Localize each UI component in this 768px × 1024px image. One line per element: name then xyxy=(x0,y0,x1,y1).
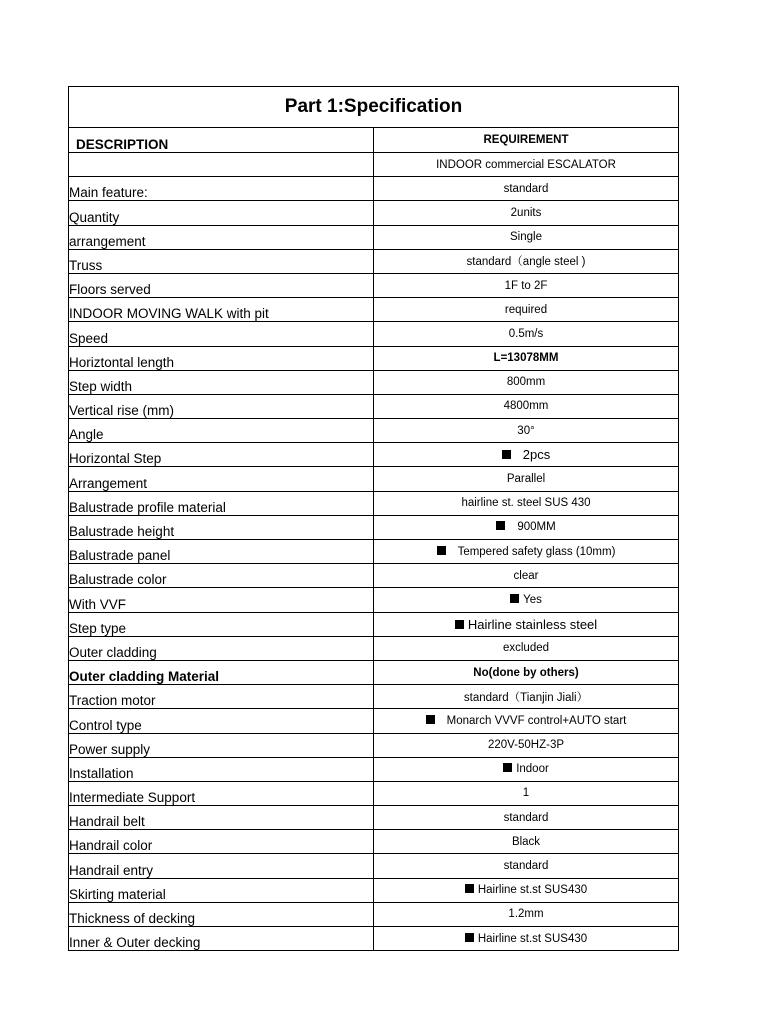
table-row xyxy=(69,346,679,370)
requirement-value: 2pcs xyxy=(522,447,551,463)
requirement-value: 800mm xyxy=(506,376,546,389)
row-requirement xyxy=(374,830,679,854)
row-requirement xyxy=(374,781,679,805)
row-description: Arrangement xyxy=(69,467,374,491)
requirement-value: Yes xyxy=(523,593,542,606)
row-description: Horizontal Step xyxy=(69,443,374,467)
row-description: Balustrade panel xyxy=(69,540,374,564)
column-header-requirement: REQUIREMENT xyxy=(374,128,679,153)
column-header-description: DESCRIPTION xyxy=(69,128,374,153)
row-requirement xyxy=(374,806,679,830)
requirement-value: standard（Tianjin Jiali） xyxy=(463,691,589,704)
requirement-value: 1F to 2F xyxy=(504,279,548,292)
table-row xyxy=(69,927,679,951)
table-row xyxy=(69,153,679,177)
black-square-icon xyxy=(465,884,474,893)
table-row xyxy=(69,612,679,636)
row-requirement xyxy=(374,564,679,588)
row-requirement xyxy=(374,346,679,370)
requirement-value: Hairline stainless steel xyxy=(467,616,598,632)
requirement-value: required xyxy=(504,303,548,316)
row-description: Power supply xyxy=(69,733,374,757)
table-row xyxy=(69,201,679,225)
requirement-value: 2units xyxy=(510,206,542,219)
black-square-icon xyxy=(502,450,511,459)
table-row xyxy=(69,322,679,346)
row-description: Truss xyxy=(69,249,374,273)
row-description: Balustrade height xyxy=(69,515,374,539)
table-row xyxy=(69,781,679,805)
table-row xyxy=(69,467,679,491)
black-square-icon xyxy=(437,546,446,555)
row-description: Handrail entry xyxy=(69,854,374,878)
row-description: Installation xyxy=(69,757,374,781)
row-requirement xyxy=(374,878,679,902)
row-requirement xyxy=(374,467,679,491)
table-row xyxy=(69,177,679,201)
page-title: Part 1:Specification xyxy=(69,87,679,128)
row-description: arrangement xyxy=(69,225,374,249)
row-requirement xyxy=(374,153,679,177)
row-description: Balustrade color xyxy=(69,564,374,588)
requirement-value: Monarch VVVF control+AUTO start xyxy=(446,714,627,727)
row-description: Quantity xyxy=(69,201,374,225)
table-row xyxy=(69,806,679,830)
requirement-value: 1 xyxy=(522,787,530,800)
table-row xyxy=(69,564,679,588)
row-requirement xyxy=(374,419,679,443)
table-row xyxy=(69,298,679,322)
row-description: Intermediate Support xyxy=(69,781,374,805)
requirement-value: Tempered safety glass (10mm) xyxy=(457,545,616,558)
row-requirement xyxy=(374,660,679,684)
table-row xyxy=(69,540,679,564)
black-square-icon xyxy=(455,620,464,629)
table-row xyxy=(69,830,679,854)
row-description: Vertical rise (mm) xyxy=(69,394,374,418)
row-requirement xyxy=(374,515,679,539)
requirement-value: standard xyxy=(503,182,549,195)
row-description: Balustrade profile material xyxy=(69,491,374,515)
requirement-value: Hairline st.st SUS430 xyxy=(477,932,588,945)
row-description: Angle xyxy=(69,419,374,443)
row-description: Handrail color xyxy=(69,830,374,854)
row-description: With VVF xyxy=(69,588,374,612)
row-requirement xyxy=(374,273,679,297)
row-requirement xyxy=(374,588,679,612)
row-description: Handrail belt xyxy=(69,806,374,830)
black-square-icon xyxy=(503,763,512,772)
row-requirement xyxy=(374,225,679,249)
table-row xyxy=(69,733,679,757)
table-row xyxy=(69,588,679,612)
table-row xyxy=(69,491,679,515)
requirement-value: 4800mm xyxy=(503,400,549,413)
table-row xyxy=(69,878,679,902)
requirement-value: excluded xyxy=(502,642,550,655)
requirement-value: Black xyxy=(511,835,541,848)
table-row xyxy=(69,757,679,781)
black-square-icon xyxy=(496,521,505,530)
row-description: INDOOR MOVING WALK with pit xyxy=(69,298,374,322)
requirement-value: 1.2mm xyxy=(508,908,544,921)
row-requirement xyxy=(374,394,679,418)
requirement-value: 30° xyxy=(517,424,535,437)
row-description: Thickness of decking xyxy=(69,902,374,926)
row-requirement xyxy=(374,927,679,951)
table-row xyxy=(69,370,679,394)
black-square-icon xyxy=(426,715,435,724)
table-row xyxy=(69,854,679,878)
table-row xyxy=(69,515,679,539)
requirement-value: L=13078MM xyxy=(493,352,559,365)
table-row xyxy=(69,419,679,443)
row-description: Main feature: xyxy=(69,177,374,201)
row-description: Step type xyxy=(69,612,374,636)
requirement-value: 0.5m/s xyxy=(508,327,544,340)
requirement-value: standard xyxy=(503,811,549,824)
title-row xyxy=(69,87,679,128)
row-requirement xyxy=(374,249,679,273)
requirement-value: Indoor xyxy=(516,763,549,776)
row-requirement xyxy=(374,322,679,346)
row-requirement xyxy=(374,757,679,781)
requirement-value: Single xyxy=(510,231,542,244)
table-row xyxy=(69,709,679,733)
row-requirement xyxy=(374,491,679,515)
row-requirement xyxy=(374,733,679,757)
requirement-value: hairline st. steel SUS 430 xyxy=(461,497,591,510)
table-row xyxy=(69,660,679,684)
row-requirement xyxy=(374,685,679,709)
black-square-icon xyxy=(465,933,474,942)
requirement-value: standard xyxy=(503,860,549,873)
requirement-value: standard（angle steel ) xyxy=(466,256,586,269)
requirement-value: 900MM xyxy=(517,521,556,534)
row-requirement xyxy=(374,612,679,636)
row-requirement xyxy=(374,201,679,225)
row-description: Outer cladding Material xyxy=(69,660,374,684)
specification-table xyxy=(68,86,679,951)
row-description xyxy=(69,153,374,177)
row-description: Skirting material xyxy=(69,878,374,902)
row-requirement xyxy=(374,177,679,201)
row-description: Outer cladding xyxy=(69,636,374,660)
row-requirement xyxy=(374,902,679,926)
row-description: Speed xyxy=(69,322,374,346)
black-square-icon xyxy=(510,594,519,603)
header-row xyxy=(69,128,679,153)
requirement-value: INDOOR commercial ESCALATOR xyxy=(436,158,616,171)
requirement-value: Hairline st.st SUS430 xyxy=(477,884,588,897)
table-row xyxy=(69,249,679,273)
table-row xyxy=(69,443,679,467)
row-description: Horiztontal length xyxy=(69,346,374,370)
row-description: Traction motor xyxy=(69,685,374,709)
row-description: Control type xyxy=(69,709,374,733)
row-requirement xyxy=(374,540,679,564)
row-requirement xyxy=(374,370,679,394)
requirement-value: Parallel xyxy=(506,473,546,486)
row-description: Inner & Outer decking xyxy=(69,927,374,951)
row-requirement xyxy=(374,854,679,878)
table-row xyxy=(69,636,679,660)
table-row xyxy=(69,902,679,926)
specification-table-body xyxy=(69,87,679,951)
row-description: Floors served xyxy=(69,273,374,297)
requirement-value: 220V-50HZ-3P xyxy=(487,739,565,752)
row-requirement xyxy=(374,443,679,467)
row-requirement xyxy=(374,709,679,733)
row-requirement xyxy=(374,636,679,660)
table-row xyxy=(69,273,679,297)
row-requirement xyxy=(374,298,679,322)
requirement-value: No(done by others) xyxy=(473,666,579,679)
table-row xyxy=(69,225,679,249)
table-row xyxy=(69,394,679,418)
requirement-value: clear xyxy=(513,569,539,582)
row-description: Step width xyxy=(69,370,374,394)
table-row xyxy=(69,685,679,709)
